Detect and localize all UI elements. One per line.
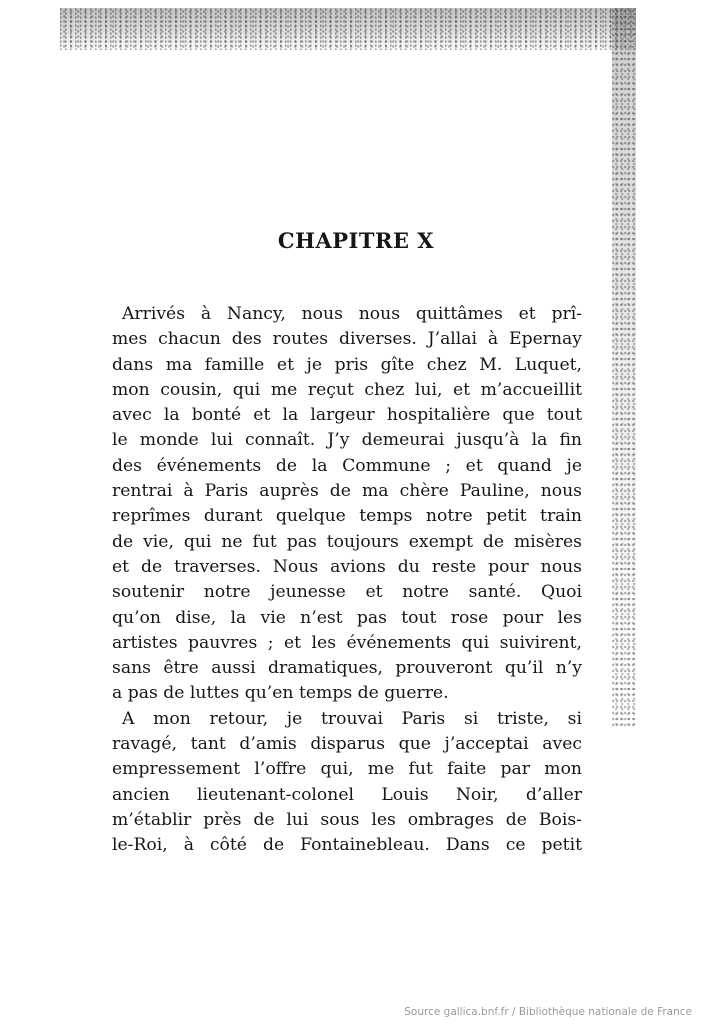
text-line: et de traverses. Nous avions du reste pour nous [112,556,582,577]
text-line: artistes pauvres ; et les événements qui suivirent, [112,632,582,653]
text-line: dans ma famille et je pris gîte chez M. Luquet, [112,354,582,375]
text-line: reprîmes durant quelque temps notre petit train [112,506,582,527]
text-line: le-Roi, à côté de Fontainebleau. Dans ce petit [112,835,582,856]
text-line: mon cousin, qui me reçut chez lui, et m’accueillit [112,379,582,400]
scan-border-top [60,8,636,50]
paragraph-1 [112,302,582,707]
scan-border-right [612,8,636,728]
text-line: qu’on dise, la vie n’est pas tout rose pour les [112,607,582,628]
text-line: soutenir notre jeunesse et notre santé. Quoi [112,582,582,603]
text-line: de vie, qui ne fut pas toujours exempt de misères [112,531,582,552]
text-line: des événements de la Commune ; et quand je [112,455,582,476]
chapter-title: CHAPITRE X [277,228,435,253]
text-line: le monde lui connaît. J’y demeurai jusqu’à la fin [112,430,582,451]
text-line: ancien lieutenant-colonel Louis Noir, d’aller [112,784,582,805]
text-line: Arrivés à Nancy, nous nous quittâmes et prî- [122,304,582,324]
book-page [112,228,582,859]
text-line: A mon retour, je trouvai Paris si triste, si [122,708,582,729]
text-line: avec la bonté et la largeur hospitalière que tout [112,405,582,426]
paragraph-2 [112,707,582,859]
text-line: sans être aussi dramatiques, prouveront qu’il n’y [112,658,582,679]
text-line: empressement l’offre qui, me fut faite par mon [112,759,582,780]
source-attribution: Source gallica.bnf.fr / Bibliothèque nationale de France [404,1006,692,1018]
text-line: m’établir près de lui sous les ombrages de Bois- [112,809,582,830]
text-line: mes chacun des routes diverses. J’allai à Epernay [112,329,582,350]
text-line: ravagé, tant d’amis disparus que j’acceptai avec [112,734,582,755]
text-line: a pas de luttes qu’en temps de guerre. [112,683,449,704]
text-line: rentrai à Paris auprès de ma chère Pauline, nous [112,481,582,502]
